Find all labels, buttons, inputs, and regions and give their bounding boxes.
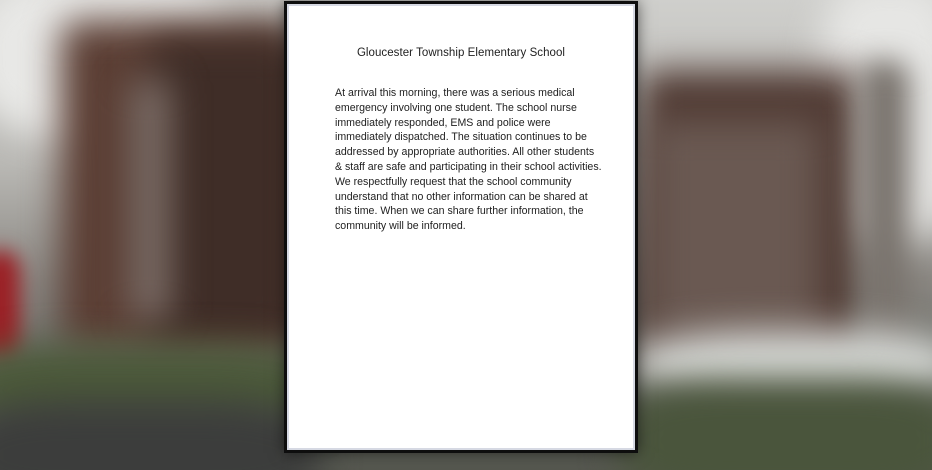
document-frame bbox=[284, 1, 638, 453]
background-tree bbox=[860, 60, 910, 360]
document-page bbox=[287, 4, 635, 450]
background-windows bbox=[130, 80, 170, 320]
background-red-object bbox=[0, 250, 20, 360]
background-road bbox=[0, 400, 320, 470]
document-body-text: At arrival this morning, there was a serious medical emergency involving one student. The school nurse immediately responded, EMS and police were immediately dispatched. The situation continues to be addressed by appropriate authorities. All other students & staff are safe and participating in their school activities. We respectfully request that the school community understand that no other information can be shared at this time. When we can share further information, the community will be informed. bbox=[335, 87, 602, 233]
background-building-facade bbox=[650, 120, 820, 340]
background-building-shadow bbox=[150, 40, 300, 340]
document-title: Gloucester Township Elementary School bbox=[356, 47, 566, 59]
background-lawn-right bbox=[620, 380, 932, 470]
